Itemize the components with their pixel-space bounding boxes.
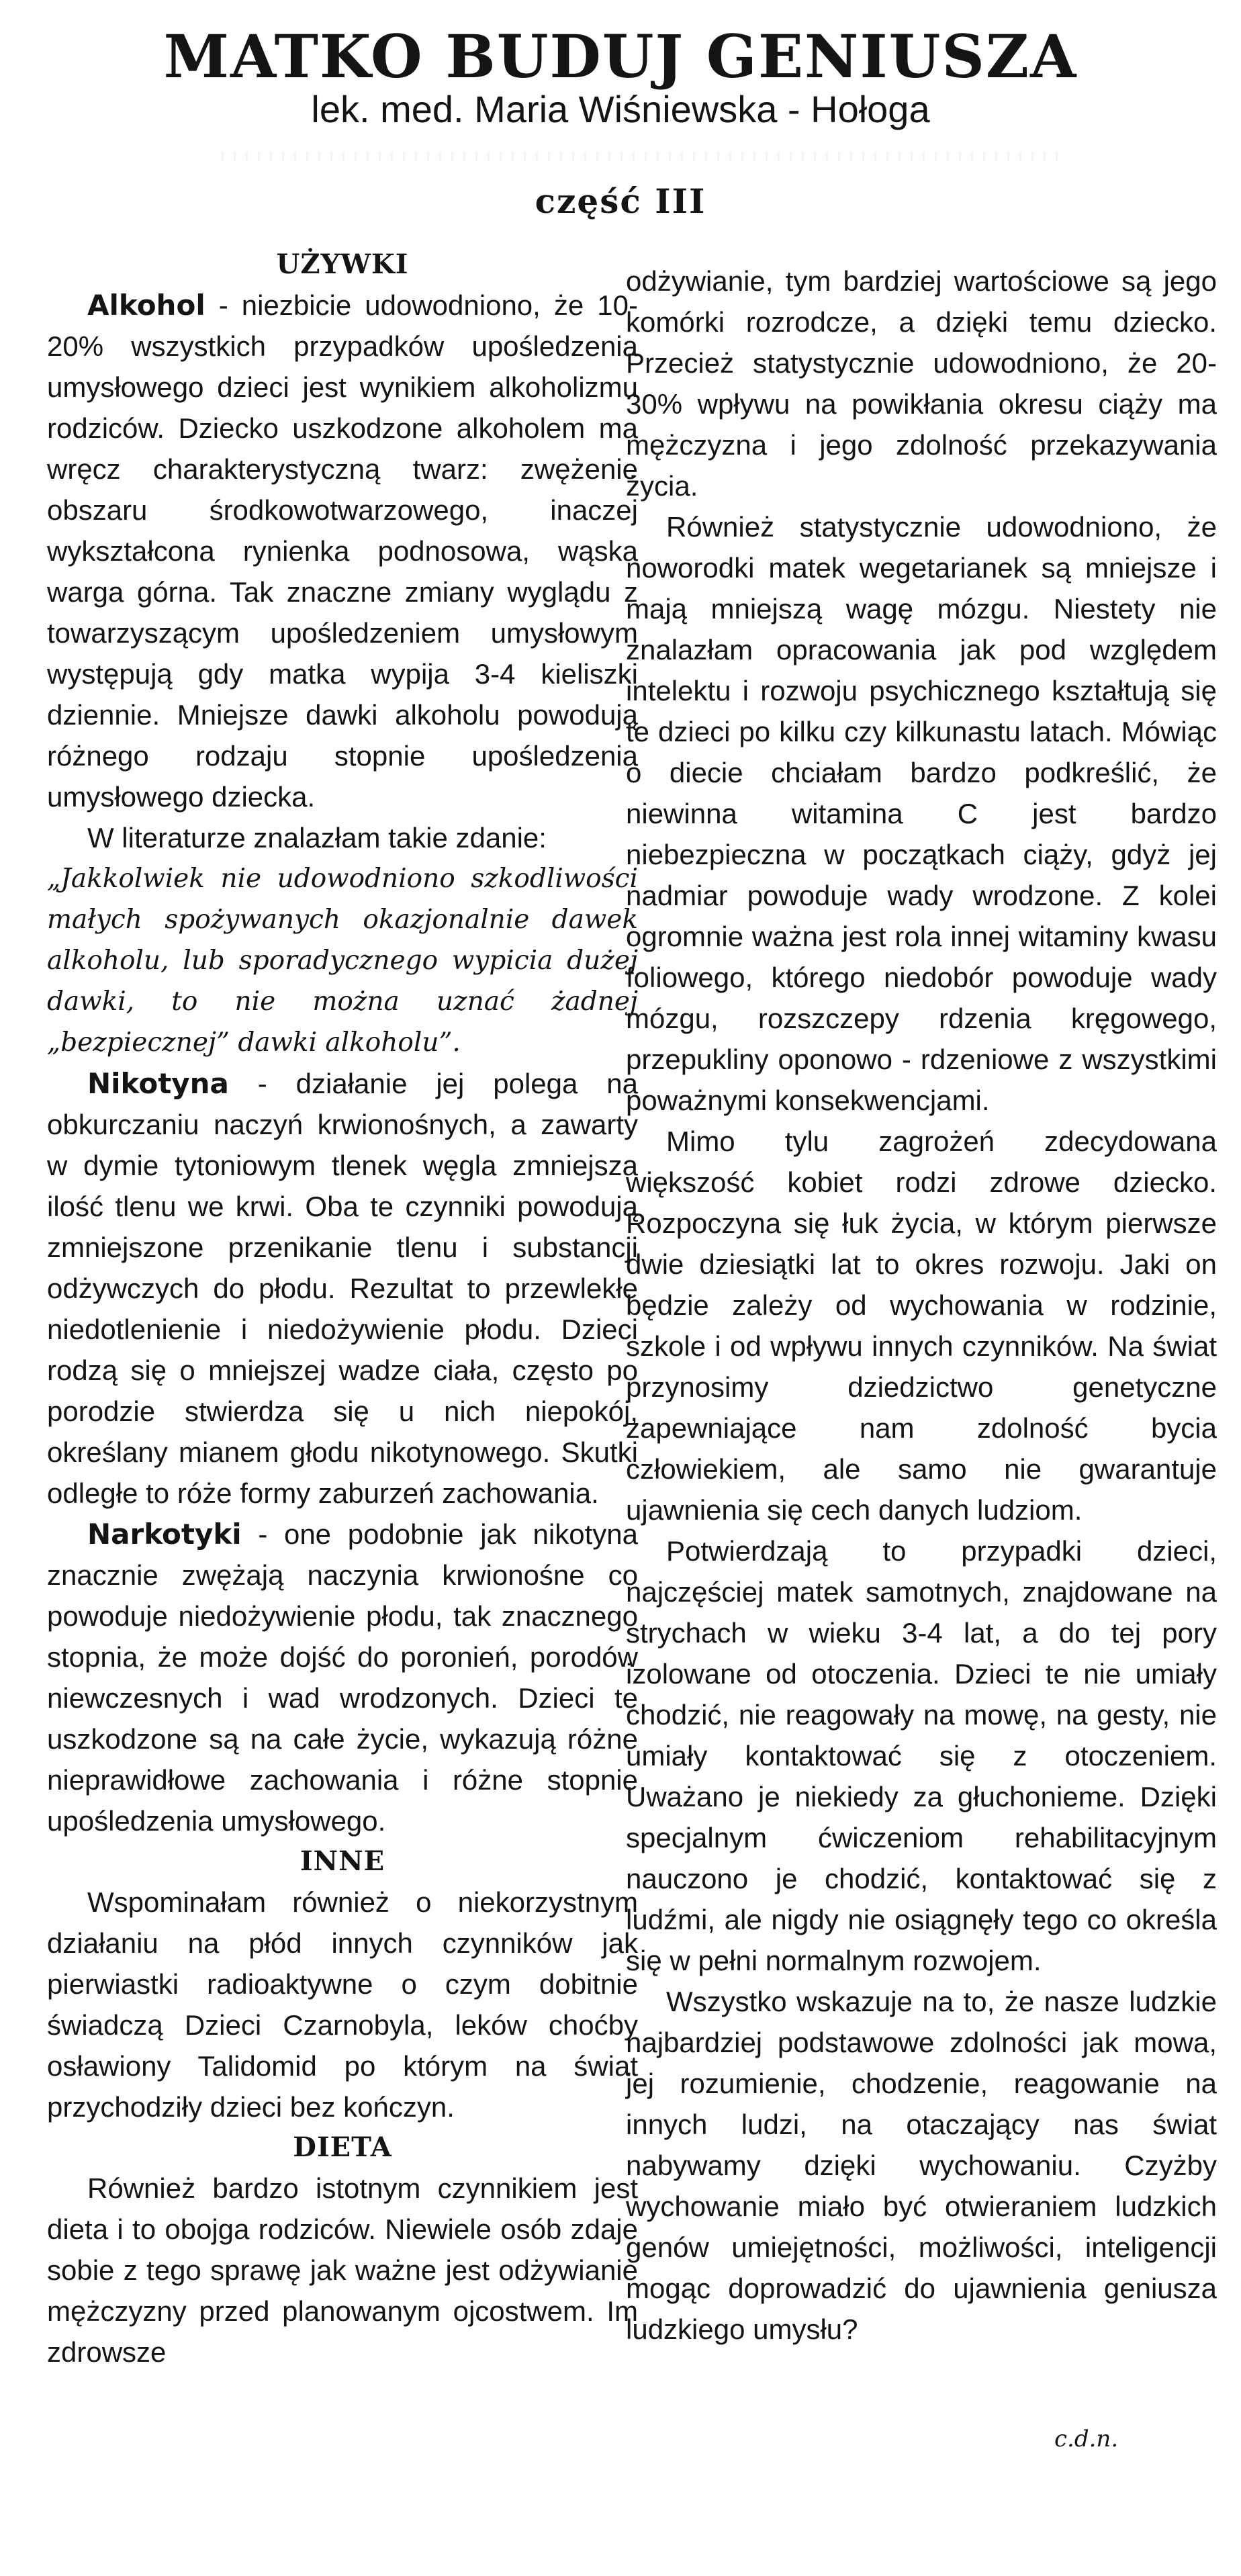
paragraph-alkohol (47, 285, 638, 817)
term-narkotyki: Narkotyki (87, 1518, 242, 1551)
text-narkotyki: - one podobnie jak nikotyna znacznie zwężają naczynia krwionośne co powoduje niedożywienie płodu, tak znacznego stopnia, że może dojść do poronień, porodów niewczesnych i wad wrodzonych. Dzieci te uszkodzone są na całe życie, wykazują różne nieprawidłowe zachowania i różne stopnie upośledzenia umysłowego. (47, 1518, 638, 1837)
section-heading-uzywki: UŻYWKI (276, 248, 409, 280)
section-heading-dieta: DIETA (293, 2131, 392, 2163)
right-column (626, 261, 1217, 2350)
term-nikotyna: Nikotyna (87, 1067, 229, 1100)
scan-noise-divider (222, 152, 1061, 161)
article-author: lek. med. Maria Wiśniewska - Hołoga (311, 88, 930, 130)
section-heading-inne: INNE (300, 1845, 385, 1877)
text-alkohol: - niezbicie udowodniono, że 10-20% wszystkich przypadków upośledzenia umysłowego dzieci jest wynikiem alkoholizmu rodziców. Dziecko uszkodzone alkoholem ma wręcz charakterystyczną twarz: zwężenie obszaru środkowotwarzowego, inaczej wykształcona rynienka podnosowa, wąska warga górna. Tak znaczne zmiany wyglądu z towarzyszącym upośledzeniem umysłowym występują gdy matka wypija 3-4 kieliszki dziennie. Mniejsze dawki alkoholu powodują różnego rodzaju stopnie upośledzenia umysłowego dziecka. (47, 289, 638, 813)
paragraph-literature: W literaturze znalazłam takie zdanie: (87, 822, 547, 854)
paragraph-dieta: Również bardzo istotnym czynnikiem jest dieta i to obojga rodziców. Niewiele osób zdaje sobie z tego sprawę jak ważne jest odżywianie mężczyzny przed planowanym ojcostwem. Im zdrowsze (47, 2172, 638, 2368)
paragraph-narkotyki (47, 1514, 638, 1841)
term-alkohol: Alkohol (87, 289, 205, 322)
to-be-continued-note: c.d.n. (1054, 2426, 1119, 2452)
paragraph-life-arc: Mimo tylu zagrożeń zdecydowana większość kobiet rodzi zdrowe dziecko. Rozpoczyna się łuk życia, w którym pierwsze dwie dziesiątki lat to okres rozwoju. Jaki on będzie zależy od wychowania w rodzinie, szkole i od wpływu innych czynników. Na świat przynosimy dziedzictwo genetyczne zapewniające nam zdolność bycia człowiekiem, ale samo nie gwarantuje ujawnienia się cech danych ludziom. (626, 1125, 1217, 1526)
paragraph-vegetarian: Również statystycznie udowodniono, że noworodki matek wegetarianek są mniejsze i mają mniejszą wagę mózgu. Niestety nie znalazłam opracowania jak pod względem intelektu i rozwoju psychicznego kształtują się te dzieci po kilku czy kilkunastu latach. Mówiąc o diecie chciałam bardzo podkreślić, że niewinna witamina C jest bardzo niebezpieczna w początkach ciąży, gdyż jej nadmiar powoduje wady wrodzone. Z kolei ogromnie ważna jest rola innej witaminy kwasu foliowego, którego niedobór powoduje wady mózgu, rozszczepy rdzenia kręgowego, przepukliny oponowo - rdzeniowe z wszystkimi poważnymi konsekwencjami. (626, 511, 1217, 1116)
text-nikotyna: - działanie jej polega na obkurczaniu naczyń krwionośnych, a zawarty w dymie tytoniowym tlenek węgla zmniejsza ilość tlenu we krwi. Oba te czynniki powodują zmniejszone przenikanie tlenu i substancji odżywczych do płodu. Rezultat to przewlekłe niedotlenienie i niedożywienie płodu. Dzieci rodzą się o mniejszej wadze ciała, często po porodzie stwierdza się u nich niepokój, określany mianem głodu nikotynowego. Skutki odległe to róże formy zaburzeń zachowania. (47, 1068, 638, 1509)
left-column (47, 244, 638, 2373)
paragraph-nikotyna (47, 1063, 638, 1514)
paragraph-inne: Wspominałam również o niekorzystnym działaniu na płód innych czynników jak pierwiastki radioaktywne o czym dobitnie świadczą Dzieci Czarnobyla, leków choćby osławiony Talidomid po którym na świat przychodziły dzieci bez kończyn. (47, 1886, 638, 2123)
quote-alcohol: „Jakkolwiek nie udowodniono szkodliwości małych spożywanych okazjonalnie dawek alkoholu, lub sporadycznego wypicia dużej dawki, to nie można uznać żadnej „bezpiecznej” dawki alkoholu”. (47, 864, 638, 1058)
paragraph-diet-continued: odżywianie, tym bardziej wartościowe są jego komórki rozrodcze, a dzięki temu dziecko. Przecież statystycznie udowodniono, że 20-30% wpływu na powikłania okresu ciąży ma mężczyzna i jego zdolność przekazywania życia. (626, 265, 1217, 502)
article-title: MATKO BUDUJ GENIUSZA (163, 21, 1078, 91)
paragraph-isolated-children: Potwierdzają to przypadki dzieci, najczęściej matek samotnych, znajdowane na strychach w wieku 3-4 lat, a do tej pory izolowane od otoczenia. Dzieci te nie umiały chodzić, nie reagowały na mowę, na gesty, nie umiały kontaktować się z otoczeniem. Uważano je niekiedy za głuchonieme. Dzięki specjalnym ćwiczeniom rehabilitacyjnym nauczono je chodzić, kontaktować się z ludźmi, ale nigdy nie osiągnęły tego co określa się w pełni normalnym rozwojem. (626, 1535, 1217, 1976)
paragraph-upbringing: Wszystko wskazuje na to, że nasze ludzkie najbardziej podstawowe zdolności jak mowa, jej rozumienie, chodzenie, reagowanie na innych ludzi, na otaczający nas świat nabywamy dzięki wychowaniu. Czyżby wychowanie miało być otwieraniem ludzkich genów umiejętności, możliwości, inteligencji mogąc doprowadzić do ujawnienia geniusza ludzkiego umysłu? (626, 1986, 1217, 2345)
article-part: część III (535, 181, 706, 221)
